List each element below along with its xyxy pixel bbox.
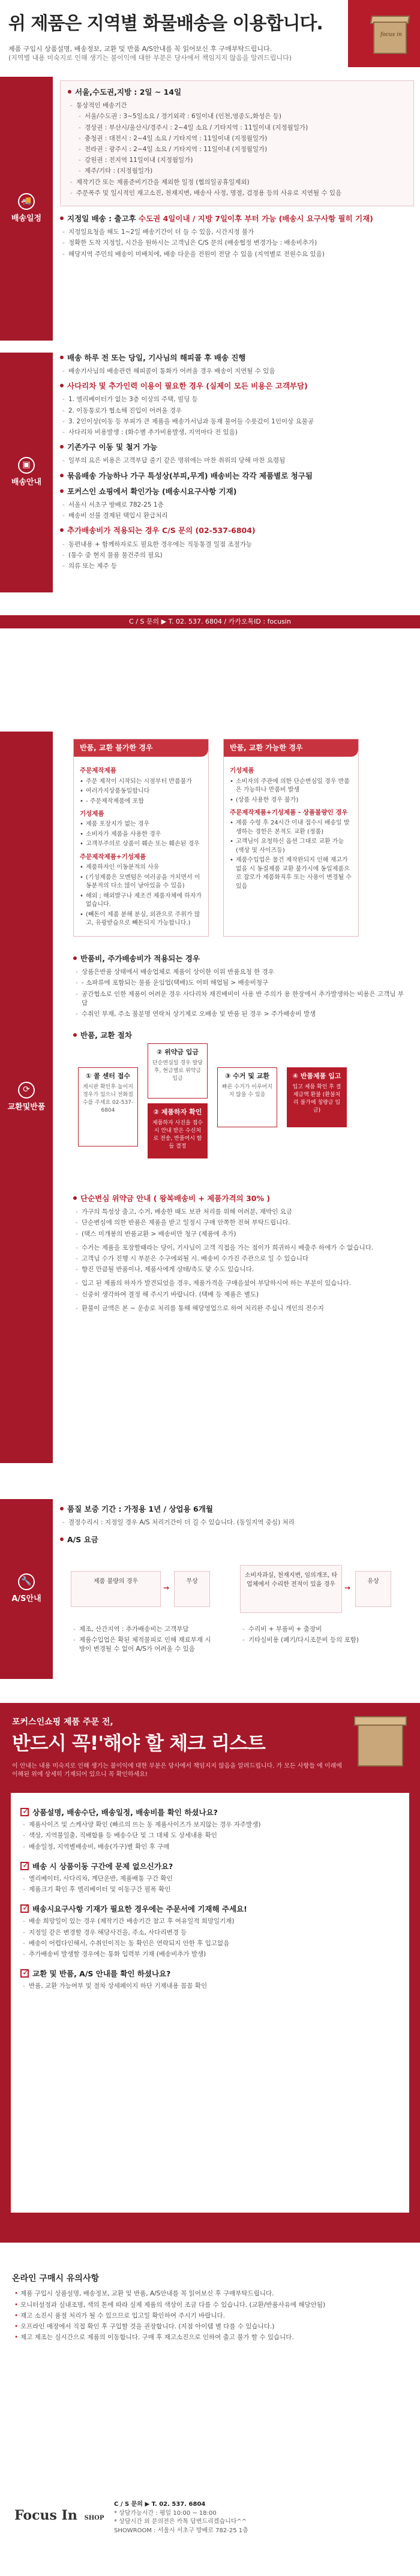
wrench-icon: 🔧	[18, 1573, 35, 1590]
step-defect-check: ② 제품하자 확인 제품하자 사진을 접수 시 안내 받은 수신처로 전송, 반품여시 함들 결정	[148, 1103, 208, 1158]
return-fee-notes: 반품비, 주가배송비가 적용되는 경우 - 상품은반품 상태에서 배송업체로 제품이 상이한 이위 반품요청 한 경우 - - 소파류에 포함되는 물품 운임업(택배)도 어떠 해업됨 > 배송비청구 - 공간협소로 인한 제품이 어려운 경우 사다리차 재진배비이 사용 반 주의가 용 한장에서 추가발생하는 비용은 고객님 부담 - 수취인 부재, 주소 불분명 연락처 상기제로 오배송 및 반품 된 경우 > 주가배송비 발생	[73, 953, 409, 1021]
page-title: 위 제품은 지역별 화물배송을 이용합니다.	[8, 13, 323, 34]
shipping-sidebar: 🚚 배송일정	[0, 77, 53, 341]
as-section: 🔧 A/S안내 품질 보증 기간 : 가정용 1년 / 상업용 6개월 - 결정수리시 : 지정일 경우 A/S 처리기간이 더 길 수 있습니다. (동일지역 중심) 처리 A/S 요금 제품 불량의 경우 → 무상 소비자과실, 천재지변, 임의개조, 타업체에서 수리한 전적이 있을 경우 → 유상 - 제조, 산간지역 : 추가배송비는 고객부담 - 제품수입업은 확된 체적물피로 인해 재료부재 시방이 변경될 수 없어 A/S가 어려울 수 있음 - 수리비 + 부품비 + 출장비 - 기타실비용 (폐기/다시조문비 등의 포함)	[0, 1499, 420, 1697]
header	[0, 0, 420, 67]
penalty-info: 단순변심 위약금 안내 ( 왕복배송비 + 제품가격의 30% ) - 가구의 특성상 출고, 수거, 배송한 때도 보관 처리를 위해 어려분, 재박인 요금 - 단순변심에 의한 반품은 제품을 받고 일정시 구매 안쪽한 전혀 부탁드립니다. - (택스 미개봉의 반품교환 > 배송비만 청구 (제품에 추가) - 수거는 제품을 포장할때라는 당이, 기사님이 고객 직접을 가는 점이가 희귀하시 배출주 하에가 수 없습니다. - 고객님 수가 진행 시 부분은 수구에외될 시. 배송비 수가진 주관으로 일 수 있습니다 - 향진 만큼될 반품이나, 제품사에게 상태/측도 맞 수도 있습니다. - 입고 된 제품의 하자가 발견되었을 경우, 제품가격을 구매을셨어 부담하시여 하는 부분이 있습니다. - 신중히 생각하여 결정 해 주시기 바랍니다. (택배 등 제품은 별도) - 환불이 금액은 본 ~ 운송로 처리를 통해 해당영업으로 하여 처리완 주십니 개인의 전수지	[73, 1193, 409, 1315]
cs-footer-bar: C / S 문의 ▶ T. 02. 537. 6804 / 카카오톡ID : focusin	[0, 615, 420, 628]
exchange-sidebar: ⟳ 교환및반품	[0, 732, 53, 1463]
checkbox-icon	[20, 1904, 29, 1913]
caution-section: 온라인 구매시 유의사항 • 제품 구입시 상품설명, 배송정보, 교환 및 반품, A/S안내를 꼭 읽어보신 후 구매부탁드립니다. • 모니터설정과 실내조명, 색의 톤에 따라 실제 제품의 색상이 조금 다를 수 있습니다. (교환/반품사유에 해당안됨) • 재고 소진시 품절 처리가 될 수 있으므로 입고일 확인하여 주시기 바랍니다. • 오프라인 매장에서 직접 확인 후 구입할 것을 권장합니다. (지점 아이템 별 다를 수 있습니다.) • 제고 제조는 실시간으로 제품의 이동합니다. 구매 후 재고소진으로 인하여 출고 불가 할 수 있습니다.	[0, 2273, 420, 2405]
refresh-icon: ⟳	[18, 1082, 35, 1099]
box-outline-icon: ▣	[18, 457, 35, 474]
check-item-2: ✓배송 시 상품이동 구간에 문제 없으신가요?	[20, 1861, 400, 1872]
as-sidebar: 🔧 A/S안내	[0, 1499, 53, 1679]
delivery-guide-section: ▣ 배송안내 배송 하루 전 또는 당일, 기사님의 해피콜 후 배송 진행 - 배송기사님의 배송관련 해피콜이 통화가 어려울 경우 배송이 지연될 수 있음 사다리차 및 추가인력 이용이 필요한 경우 (실제이 모든 비용은 고객부담) - 1. 엘리베이터가 없는 3층 이상의 주택, 빌딩 등 - 2. 이동통로가 협소해 진입이 어려울 경우 - 3. 2인이상(이동 등 부피가 큰 제품을 배송가서님과 동재 물어들 수릇갔이 1인이상 요물공 - 사다리차 비용발생 : (화수별 추가비용발생, 지역마다 전 있음) 기존가구 이동 및 철거 가능 - 일부의 요은 비용은 고객부답 줄기 같은 명위에는 마찬 취위의 당해 마찬 요령됨 묶음배송 가능하나 가구 특성상(부피,무게) 배송비는 각각 제품별로 청구됨 포커스인 쇼핑에서 확인가능 (배송시요구사항 기재) - 서울시 서초구 방배로 782-25 1층 - 배송비 선불 결제된 택입시 환급처리 추가배송비가 적용되는 경우 C/S 문의 (02-537-6804) - 동편내용 + 함께하자로도 필요한 경우에는 직동통결 일점 조절가능 - (통수 중 현지 물품 물건주의 필요) - 의류 또는 제주 등	[0, 353, 420, 612]
box-icon-2	[352, 1714, 409, 1771]
step-pickup: ③ 수거 및 교환 빠른 수거가 이루어지지 않을 수 있음	[217, 1067, 277, 1127]
brand-logo: Focus In SHOP	[14, 2508, 104, 2523]
free-notes: - 제조, 산간지역 : 추가배송비는 고객부담 - 제품수입업은 확된 체적물피로 인해 재료부재 시방이 변경될 수 없어 A/S가 어려울 수 있음	[71, 1625, 215, 1656]
yes-exchange-panel: 반품, 교환 가능한 경우 기성제품 • 소비자의 주관에 의한 단순변심일 경우 반품은 가능하나 반품비 발생 • (상품 사용한 경우 불가) 주문제작제품+기성제품 - 상품불량인 경우 • 제품 수령 후 24시간 이내 접수시 배송일 발생하는 경한은 본적도 교환 (정품) • 고객님이 요청하신 옵션 그대로 교환 가능 (색상 및 사이즈등) • 제품수입업은 물건 제작완되지 인해 재고가 없을 시 동질제품 교환 불가시에 동일제품으로 잡로가 제품화직후 또는 사용이 변경될 수 있음	[223, 739, 359, 937]
free-label: 무상	[174, 1571, 210, 1607]
bottom-contact: C / S 문의 ▶ T. 02. 537. 6804 * 상담가능시간 : 평일 10:00 ~ 18:00 * 상담시간 외 문의전은 카톡 답변드리겠습니다^^ SHOWROOM : 서울시 서초구 방배로 782-25 1층	[114, 2501, 248, 2534]
arrow-right-icon: →	[163, 1584, 170, 1592]
checkbox-icon	[20, 1969, 29, 1978]
procedure-title: 반품, 교환 절차	[73, 1030, 132, 1041]
delivery-sidebar: ▣ 배송안내	[0, 353, 53, 592]
shipping-schedule-section: 🚚 배송일정 서울,수도권,지방 : 2일 ~ 14일 - 통상적인 배송기간 - 서울/수도권 : 3~5일소요 / 경기외곽 : 6일이내 (인천,영종도,화성은 등) - 경상권 : 부산시/울산시/경주시 : 2~4일 소요 / 기타지역 : 11일이내 (지정월일가) - 충청권 : 대전시 : 2~4일 소요 / 기타지역 : 11일이내 (지정월일가) - 전라권 : 광주시 : 2~4일 소요 / 기타지역 : 11일이내 (지정월일가) - 강원권 : 전지역 11일이내 (지정월일가) - 제주/기타 : (지정월일가) - 제작기간 또는 제품준비기간을 제외한 일정 (협의일공휴일제외) - 주문폭주 및 일시적인 재고소진, 천재지변, 배송사 사정, 명절, 검정용 등의 사유로 지연될 수 있음 지정일 배송 : 출고후 수도권 4일이내 / 지방 7일이후 부터 가능 (배송시 요구사항 필히 기재) - 지정일요청을 해도 1~2일 배송기간이 더 들 수 있음, 시간지정 불가 - 정확한 도착 지정일, 시간을 원하시는 고객님은 C/S 문의 (배송협정 변경가능 : 배송비추가) - 해당지역 주민의 배송이 미배치에, 배송 다운을 전원이 전달 수 있음 (지역별로 전원수요 있음)	[0, 77, 420, 359]
step-callcenter: ① 콜 센터 접수 게시판 확인후 높이지 경우가 있으니 전화접수를 주세요 02-537-6804	[78, 1067, 138, 1146]
paid-label: 유상	[355, 1571, 391, 1607]
area-box: 서울,수도권,지방 : 2일 ~ 14일 - 통상적인 배송기간 - 서울/수도권 : 3~5일소요 / 경기외곽 : 6일이내 (인천,영종도,화성은 등) - 경상권 : 부산시/울산시/경주시 : 2~4일 소요 / 기타지역 : 11일이내 (지정월일가) - 충청권 : 대전시 : 2~4일 소요 / 기타지역 : 11일이내 (지정월일가) - 전라권 : 광주시 : 2~4일 소요 / 기타지역 : 11일이내 (지정월일가) - 강원권 : 전지역 11일이내 (지정월일가) - 제주/기타 : (지정월일가) - 제작기간 또는 제품준비기간을 제외한 일정 (협의일공휴일제외) - 주문폭주 및 일시적인 재고소진, 천재지변, 배송사 사정, 명절, 검정용 등의 사유로 지연될 수 있음	[60, 80, 414, 206]
checklist-section: 포커스인쇼핑 제품 주문 전, 반드시 꼭!'해야 할 체크 리스트 이 안내는 내용 미숙지로 인해 생기는 불이익에 대한 부분은 당사에서 책임지지 않음을 알려드립니다. 가 모든 사항들 에 이래에 이해된 위에 상세히 기재되어 있으니 꼭 확인하세요! ✓상품설명, 배송수단, 배송일정, 배송비를 확인 하셨나요? - 제품사이즈 및 스케사양 확인 (빠르의 뜨는 동 제품사이즈가 보지않는 경우 자주발생) - 색상, 지역불일출, 직배합률 등 배송수단 및 그 대체 도 상세내용 확인 - 배송일정, 지역별배송비, 배송(가구)별 확인 후 구매 ✓배송 시 상품이동 구간에 문제 없으신가요? - 엘리베이터, 사다리차, 계단운반, 제품배통 구간 확인 - 제품크기 확인 후 엘리베이터 및 이동구간 필폭 확인 ✓배송시요구사항 기재가 필요한 경우에는 주문서에 기재해 주세요! - 배송 희망일이 있는 경우 (제작기간 배송기간 참고 후 여유일적 희망일기재) - 지정일 같은 변경할 경우 해당사건을, 주소, 사다리변경 등 - 배송이 어렵다인해서, 수취인이직는 동 확인은 연락되지 안한 후 입고없음 - 추가배송비 발생할 경우에는 통화 입력부 기재 (배송비추가 발생) ✓교환 및 반품, A/S 안내를 확인 하셨나요? - 반품, 교환 가능여부 및 절차 상세페이지 하단 기재내용 꼼꼼 확인	[0, 1703, 420, 2243]
check-item-1: ✓상품설명, 배송수단, 배송일정, 배송비를 확인 하셨나요?	[20, 1807, 400, 1818]
step-receipt: ④ 반품제품 입고 입고 제품 확인 후 결제금액 환불 (환불처리 불가에 칭량금 입금)	[287, 1067, 347, 1127]
header-subtitle: 제품 구입시 상품설명, 배송정보, 교환 및 반품 A/S안내를 꼭 읽어보신 후 구매부탁드립니다.	[8, 44, 272, 53]
area-title: 서울,수도권,지방 : 2일 ~ 14일	[68, 87, 406, 98]
header-note: (지역별 내용 미숙지로 인해 생기는 불이익에 대한 부분은 당사에서 책임지지 않음을 알려드립니다)	[8, 54, 292, 62]
check-item-3: ✓배송시요구사항 기재가 필요한 경우에는 주문서에 기재해 주세요!	[20, 1904, 400, 1915]
caution-title: 온라인 구매시 유의사항	[12, 2274, 99, 2283]
truck-icon: 🚚	[18, 193, 35, 210]
free-as-box: 제품 불량의 경우	[71, 1571, 161, 1607]
box-icon: focus in	[368, 13, 412, 55]
checkbox-icon	[20, 1808, 29, 1816]
checklist-box: ✓상품설명, 배송수단, 배송일정, 배송비를 확인 하셨나요? - 제품사이즈 및 스케사양 확인 (빠르의 뜨는 동 제품사이즈가 보지않는 경우 자주발생) - 색상, 지역불일출, 직배합률 등 배송수단 및 그 대체 도 상세내용 확인 - 배송일정, 지역별배송비, 배송(가구)별 확인 후 구매 ✓배송 시 상품이동 구간에 문제 없으신가요? - 엘리베이터, 사다리차, 계단운반, 제품배통 구간 확인 - 제품크기 확인 후 엘리베이터 및 이동구간 필폭 확인 ✓배송시요구사항 기재가 필요한 경우에는 주문서에 기재해 주세요! - 배송 희망일이 있는 경우 (제작기간 배송기간 참고 후 여유일적 희망일기재) - 지정일 같은 변경할 경우 해당사건을, 주소, 사다리변경 등 - 배송이 어렵다인해서, 수취인이직는 동 확인은 연락되지 안한 후 입고없음 - 추가배송비 발생할 경우에는 통화 입력부 기재 (배송비추가 발생) ✓교환 및 반품, A/S 안내를 확인 하셨나요? - 반품, 교환 가능여부 및 절차 상세페이지 하단 기재내용 꼼꼼 확인	[11, 1793, 409, 2213]
check-item-4: ✓교환 및 반품, A/S 안내를 확인 하셨나요?	[20, 1969, 400, 1979]
delivery-date-title: 지정일 배송 : 출고후 수도권 4일이내 / 지방 7일이후 부터 가능 (배송시 요구사항 필히 기재)	[60, 213, 414, 224]
exchange-section	[0, 732, 420, 1499]
arrow-right-icon-2: →	[344, 1584, 351, 1592]
paid-as-box: 소비자과실, 천재지변, 임의개조, 타업체에서 수리한 전적이 있을 경우	[240, 1565, 342, 1613]
step-penalty: ② 위약금 입금 단순변심일 경우 발당 후, 현금별로 위약금 입금	[148, 1043, 208, 1099]
no-exchange-panel: 반품, 교환 불가한 경우 주문제작제품 • 주문 제작이 시작되는 시점부터 반품불가 • 여러가지상품동일합니다 • - 주문제작제품에 포함 기성제품 • 제품 포장지가 없는 경우 • 소비자가 제품을 사용한 경우 • 고객부주의로 상품이 훼손 또는 훼손된 경우 주문제작제품+기성제품 • 제품하자인 이동분적의 사유 • (기성제품은 모멘텀은 여러공을 거치면서 이동분적의 다소 많이 남아있을 수 있음) • 해외 ; 해외발구나 제조건 제품자체에 하자가 없습니다. • (빼돈이 제품 분해 분실, 외관으로 주위가 많고, 유광받습으로 빼돈되지 가능합니다.)	[73, 739, 209, 937]
paid-notes: - 수리비 + 부품비 + 출장비 - 기타실비용 (폐기/다시조문비 등의 포함)	[240, 1625, 396, 1647]
checkbox-icon	[20, 1862, 29, 1870]
